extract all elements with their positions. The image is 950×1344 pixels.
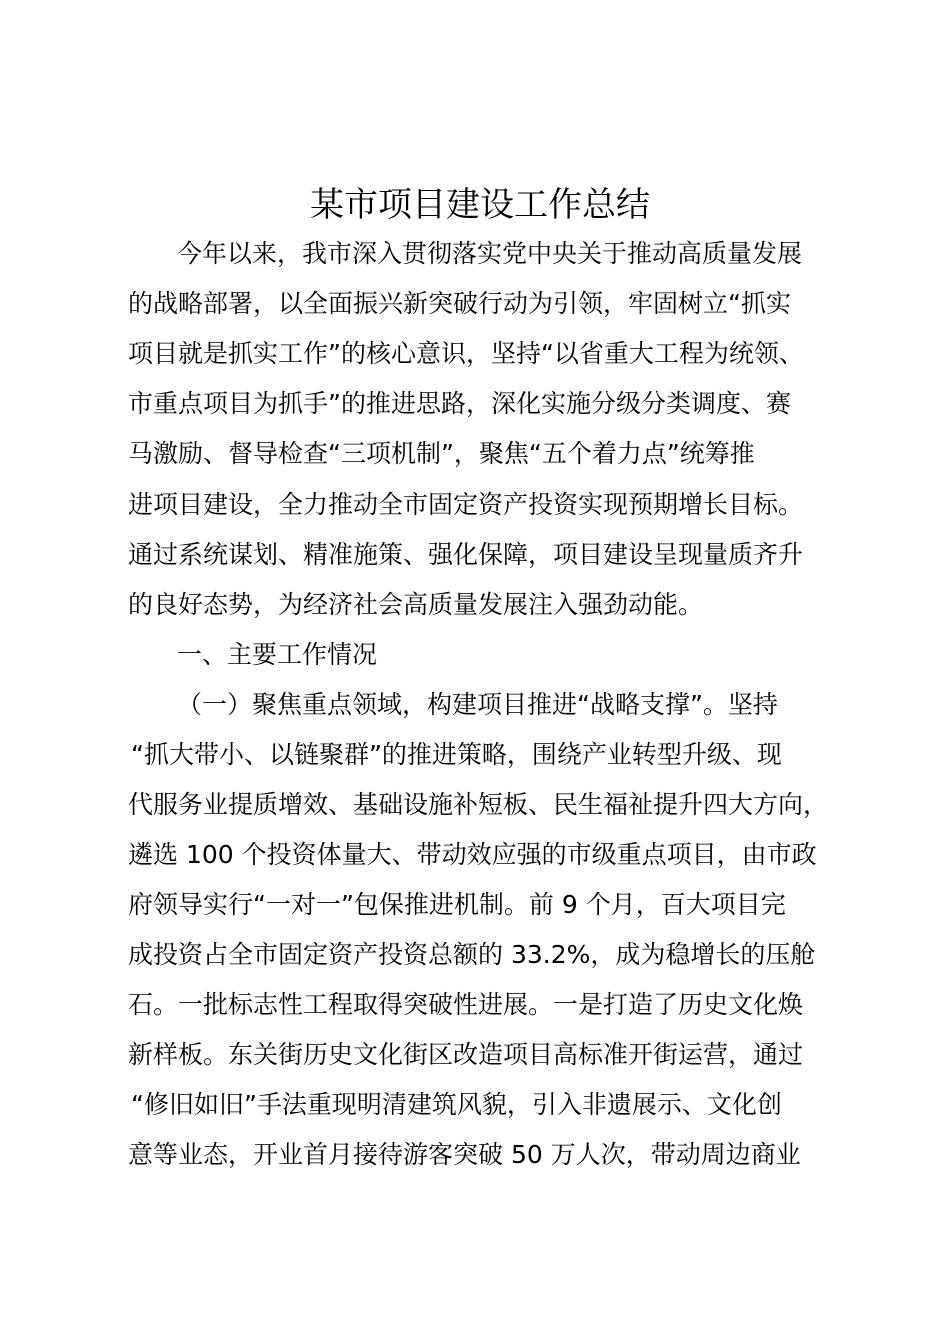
section-heading: 一、主要工作情况 [177,640,378,669]
paragraph-line: 今年以来，我市深入贯彻落实党中央关于推动高质量发展 [177,239,803,268]
paragraph-line: 市重点项目为抓手”的推进思路，深化实施分级分类调度、赛 [128,389,791,418]
paragraph-line: 进项目建设，全力推动全市固定资产投资实现预期增长目标。 [128,490,804,519]
paragraph-line: 的战略部署，以全面振兴新突破行动为引领，牢固树立“抓实 [128,289,791,318]
paragraph-line: “修旧如旧”手法重现明清建筑风貌，引入非遗展示、文化创 [131,1090,782,1119]
paragraph-line: 石。一批标志性工程取得突破性进展。一是打造了历史文化焕 [128,990,804,1019]
paragraph-line: 代服务业提质增效、基础设施补短板、民生福祉提升四大方向， [128,790,829,819]
paragraph-line: 的良好态势，为经济社会高质量发展注入强劲动能。 [128,590,704,619]
paragraph-line: 意等业态，开业首月接待游客突破 50 万人次，带动周边商业 [128,1140,801,1169]
paragraph-line: 成投资占全市固定资产投资总额的 33.2%，成为稳增长的压舱 [128,940,816,969]
subsection-heading-line: （一）聚焦重点领域，构建项目推进“战略支撑”。坚持 [177,690,778,719]
paragraph-line: 通过系统谋划、精准施策、强化保障，项目建设呈现量质齐升 [128,540,804,569]
paragraph-line: 项目就是抓实工作”的核心意识，坚持“以省重大工程为统领、 [128,339,804,368]
paragraph-line: 马激励、督导检查“三项机制”，聚焦“五个着力点”统筹推 [128,439,755,468]
document-title: 某市项目建设工作总结 [310,185,650,225]
paragraph-line: 府领导实行“一对一”包保推进机制。前 9 个月，百大项目完 [128,890,786,919]
paragraph-line: “抓大带小、以链聚群”的推进策略，围绕产业转型升级、现 [131,740,782,769]
paragraph-line: 遴选 100 个投资体量大、带动效应强的市级重点项目，由市政 [128,840,817,869]
paragraph-line: 新样板。东关街历史文化街区改造项目高标准开街运营，通过 [128,1040,804,1069]
